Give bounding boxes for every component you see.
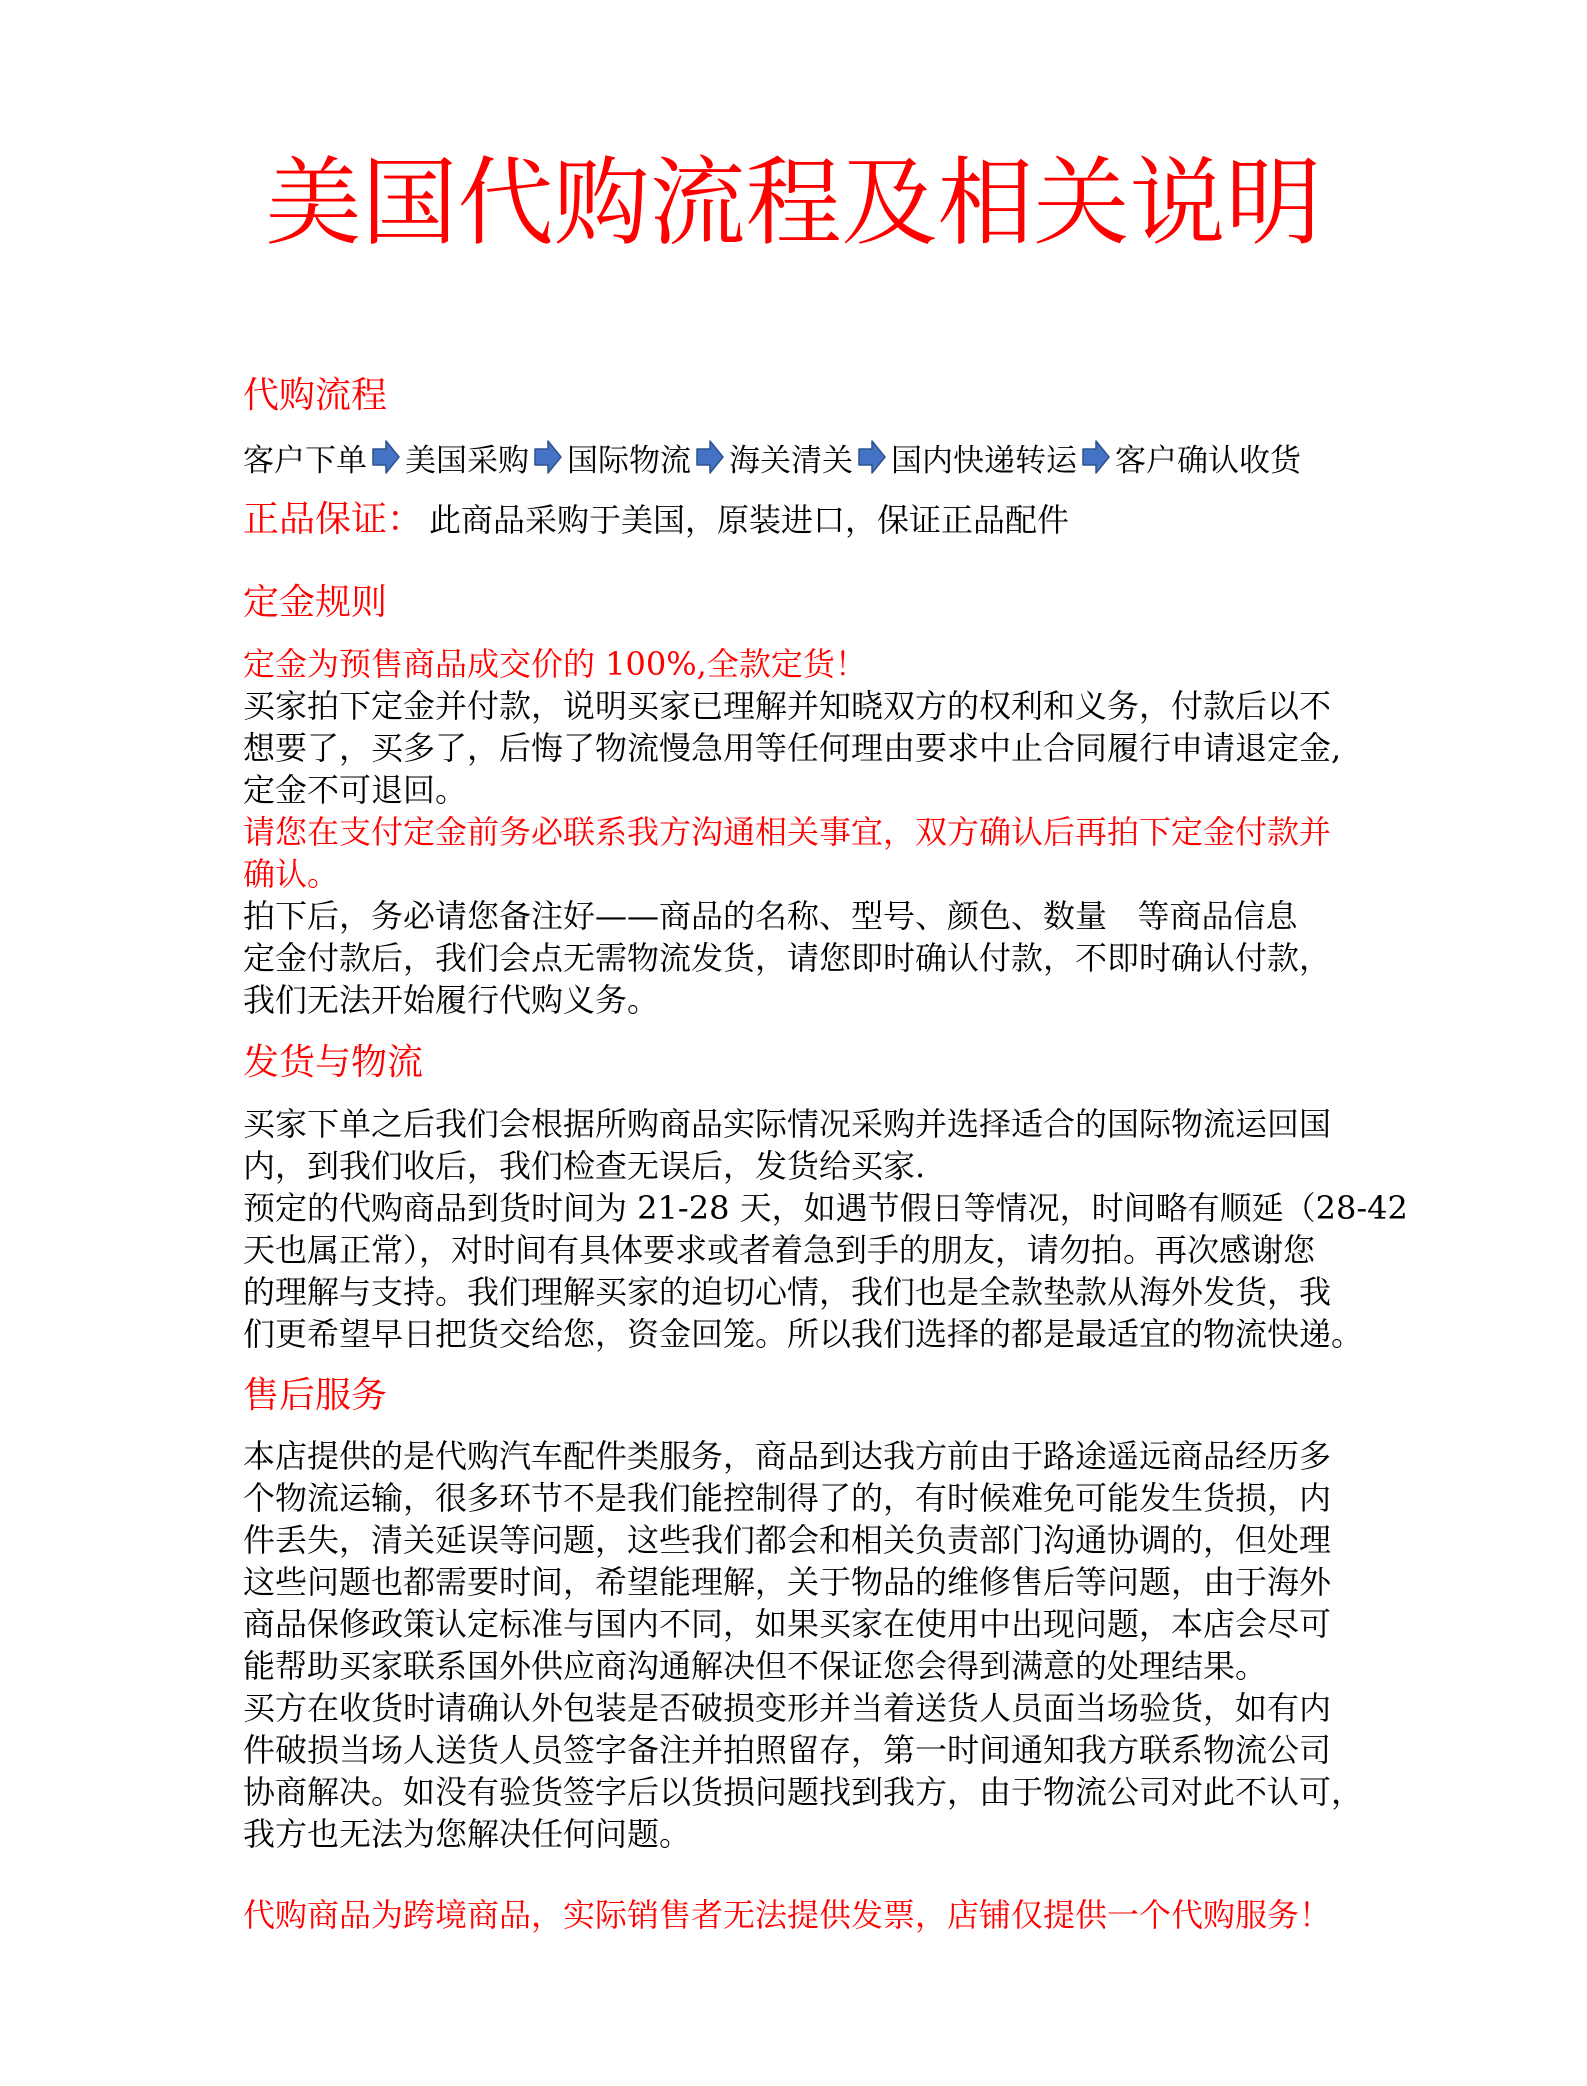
deposit-line: 买家拍下定金并付款，说明买家已理解并知晓双方的权利和义务，付款后以不 — [243, 687, 1332, 725]
shipping-line: 内，到我们收后，我们检查无误后，发货给买家. — [243, 1147, 926, 1185]
process-flow — [243, 433, 1301, 481]
after-sales-line: 本店提供的是代购汽车配件类服务，商品到达我方前由于路途遥远商品经历多 — [243, 1437, 1332, 1475]
footer-notice — [243, 1894, 1331, 1936]
deposit-notice-line: 确认。 — [243, 855, 340, 893]
after-sales-line: 件丢失，清关延误等问题，这些我们都会和相关负责部门沟通协调的，但处理 — [243, 1521, 1332, 1559]
after-sales-line: 买方在收货时请确认外包装是否破损变形并当着送货人员面当场验货，如有内 — [243, 1689, 1332, 1727]
process-step: 客户下单 — [243, 442, 367, 479]
right-arrow-icon — [1082, 439, 1110, 475]
shipping-line: 的理解与支持。我们理解买家的迫切心情，我们也是全款垫款从海外发货，我 — [243, 1273, 1332, 1311]
after-sales-line: 这些问题也都需要时间，希望能理解，关于物品的维修售后等问题，由于海外 — [243, 1563, 1332, 1601]
process-step: 国际物流 — [567, 442, 691, 479]
process-step: 国内快递转运 — [891, 442, 1077, 479]
deposit-line: 我们无法开始履行代购义务。 — [243, 981, 660, 1019]
deposit-body — [243, 643, 1341, 1021]
after-sales-line: 商品保修政策认定标准与国内不同，如果买家在使用中出现问题，本店会尽可 — [243, 1605, 1332, 1643]
after-sales-body — [243, 1435, 1363, 1855]
shipping-line: 预定的代购商品到货时间为 21-28 天，如遇节假日等情况，时间略有顺延（28-42 — [243, 1189, 1408, 1227]
after-sales-line: 能帮助买家联系国外供应商沟通解决但不保证您会得到满意的处理结果。 — [243, 1647, 1268, 1685]
guarantee-text: 此商品采购于美国，原装进口，保证正品配件 — [429, 501, 1070, 539]
shipping-heading: 发货与物流 — [243, 1042, 424, 1083]
shipping-line: 们更希望早日把货交给您，资金回笼。所以我们选择的都是最适宜的物流快递。 — [243, 1315, 1364, 1353]
deposit-heading: 定金规则 — [243, 582, 388, 623]
deposit-notice-line: 请您在支付定金前务必联系我方沟通相关事宜，双方确认后再拍下定金付款并 — [243, 813, 1332, 851]
right-arrow-icon — [372, 439, 400, 475]
process-step: 美国采购 — [405, 442, 529, 479]
shipping-line: 买家下单之后我们会根据所购商品实际情况采购并选择适合的国际物流运回国 — [243, 1105, 1332, 1143]
shipping-body — [243, 1103, 1408, 1355]
process-heading: 代购流程 — [243, 375, 388, 416]
footer-notice-line: 代购商品为跨境商品，实际销售者无法提供发票，店铺仅提供一个代购服务！ — [243, 1896, 1332, 1934]
after-sales-line: 协商解决。如没有验货签字后以货损问题找到我方，由于物流公司对此不认可， — [243, 1773, 1364, 1811]
guarantee-label: 正品保证： — [243, 499, 424, 540]
deposit-line: 定金不可退回。 — [243, 771, 468, 809]
right-arrow-icon — [534, 439, 562, 475]
page-title: 美国代购流程及相关说明 — [265, 147, 1322, 259]
after-sales-heading: 售后服务 — [243, 1375, 388, 1416]
process-step: 海关清关 — [729, 442, 853, 479]
after-sales-line: 件破损当场人送货人员签字备注并拍照留存，第一时间通知我方联系物流公司 — [243, 1731, 1332, 1769]
deposit-line: 想要了，买多了，后悔了物流慢急用等任何理由要求中止合同履行申请退定金, — [243, 729, 1342, 767]
right-arrow-icon — [696, 439, 724, 475]
shipping-line: 天也属正常），对时间有具体要求或者着急到手的朋友，请勿拍。再次感谢您 — [243, 1231, 1316, 1269]
right-arrow-icon — [858, 439, 886, 475]
deposit-line: 定金付款后，我们会点无需物流发货，请您即时确认付款，不即时确认付款， — [243, 939, 1332, 977]
deposit-notice-line: 定金为预售商品成交价的 100%,全款定货！ — [243, 645, 867, 683]
deposit-line: 拍下后，务必请您备注好——商品的名称、型号、颜色、数量 等商品信息 — [243, 897, 1298, 935]
process-step: 客户确认收货 — [1115, 442, 1301, 479]
guarantee-line — [243, 496, 1069, 550]
after-sales-line: 我方也无法为您解决任何问题。 — [243, 1815, 692, 1853]
after-sales-line: 个物流运输，很多环节不是我们能控制得了的，有时候难免可能发生货损，内 — [243, 1479, 1332, 1517]
